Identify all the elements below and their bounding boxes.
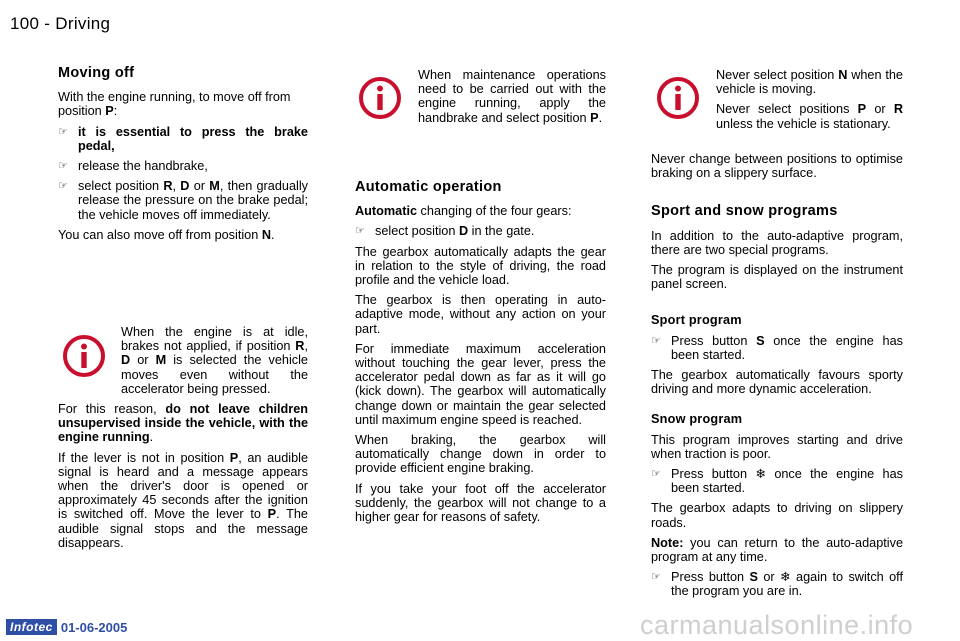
moving-off-intro: With the engine running, to move off from position P: (58, 90, 291, 119)
snowflake-icon: ❄ (780, 570, 791, 585)
programs-para-1: In addition to the auto-adaptive program, there are two special programs. (651, 228, 903, 257)
pointing-hand-icon: ☞ (651, 468, 661, 481)
column-moving-off (58, 66, 308, 248)
column-automatic-operation (355, 180, 606, 530)
never-select-n: Never select position N when the vehicle is moving. (716, 68, 903, 97)
auto-para-5: If you take your foot off the accelerator suddenly, the gearbox will not change to a higher gear for reasons of safety. (355, 481, 606, 525)
pointing-hand-icon: ☞ (651, 334, 661, 347)
bullet-select-position: ☞ select position R, D or M, then gradually release the pressure on the brake pedal; the vehicle moves off immediately. (58, 179, 308, 222)
heading-snow-program: Snow program (651, 412, 743, 427)
bullet-press-s: ☞ Press button S once the engine has been started. (651, 333, 903, 362)
footer (6, 618, 127, 636)
infotec-logo: Infotec (6, 619, 57, 635)
heading-sport-snow: Sport and snow programs (651, 203, 838, 220)
pointing-hand-icon: ☞ (58, 180, 68, 193)
maintenance-note (418, 68, 606, 131)
snowflake-icon: ❄ (755, 467, 766, 482)
page-header (10, 14, 110, 34)
watermark: carmanualsonline.info (640, 610, 914, 640)
audible-signal-text: If the lever is not in position P, an audible signal is heard and a message appears when the driver's door is opened or approximately 45 seconds after the ignition is switched off. Move the lever to P. The audible signal stops and the message disappears. (58, 450, 308, 550)
heading-sport-program: Sport program (651, 313, 742, 328)
heading-moving-off: Moving off (58, 65, 135, 81)
page-number: 100 (10, 14, 40, 33)
bullet-release-handbrake: ☞ release the handbrake, (58, 159, 208, 174)
auto-para-3: For immediate maximum acceleration without touching the gear lever, press the accelerator pedal down as far as it will go (kick down). The gearbox will automatically change down or maintain the gear selected until maximum engine speed is reached. (355, 341, 606, 427)
heading-automatic-operation: Automatic operation (355, 179, 502, 195)
auto-para-4: When braking, the gearbox will automatically change down in order to provide efficient engine braking. (355, 433, 606, 476)
never-select-p-r: Never select positions P or R unless the vehicle is stationary. (716, 102, 903, 131)
never-select-notes (716, 68, 903, 137)
sport-para: The gearbox automatically favours sporty driving and more dynamic acceleration. (651, 368, 903, 397)
move-off-n: You can also move off from position N. (58, 227, 275, 242)
maintenance-text: When maintenance operations need to be carried out with the engine running, apply the handbrake and select position P. (418, 68, 606, 125)
note-para: Note: you can return to the auto-adaptive program at any time. (651, 535, 903, 565)
bullet-press-brake: ☞ it is essential to press the brake pedal, (58, 124, 308, 153)
snow-para-1: This program improves starting and drive when traction is poor. (651, 432, 903, 461)
pointing-hand-icon: ☞ (651, 571, 661, 584)
info-never-select-icon (656, 76, 700, 120)
bullet-press-snow: ☞ Press button ❄ once the engine has been started. (651, 467, 903, 496)
info-maintenance-icon (358, 76, 402, 120)
programs-para-2: The program is displayed on the instrument panel screen. (651, 263, 903, 292)
automatic-intro: Automatic changing of the four gears: (355, 204, 572, 219)
footer-date: 01-06-2005 (60, 619, 128, 635)
section-title: Driving (55, 14, 111, 33)
auto-para-2: The gearbox is then operating in auto-adaptive mode, without any action on your part. (355, 293, 606, 336)
header-separator: - (44, 14, 51, 33)
column-idle-warning (58, 325, 308, 556)
pointing-hand-icon: ☞ (58, 160, 68, 173)
pointing-hand-icon: ☞ (355, 225, 365, 238)
children-warning: For this reason, do not leave children unsupervised inside the vehicle, with the engine running. (58, 402, 309, 445)
pointing-hand-icon: ☞ (58, 125, 68, 138)
bullet-select-d: ☞ select position D in the gate. (355, 224, 535, 239)
snow-para-2: The gearbox adapts to driving on slippery roads. (651, 501, 903, 530)
idle-warning-text: When the engine is at idle, brakes not applied, if position R, D or M is selected the vehicle moves even without the accelerator being pressed. (121, 325, 308, 396)
bullet-switch-off: ☞ Press button S or ❄ again to switch off the program you are in. (651, 570, 903, 599)
column-programs (651, 152, 903, 605)
never-change-positions: Never change between positions to optimise braking on a slippery surface. (651, 152, 903, 181)
auto-para-1: The gearbox automatically adapts the gear in relation to the style of driving, the road profile and the vehicle load. (355, 244, 606, 288)
